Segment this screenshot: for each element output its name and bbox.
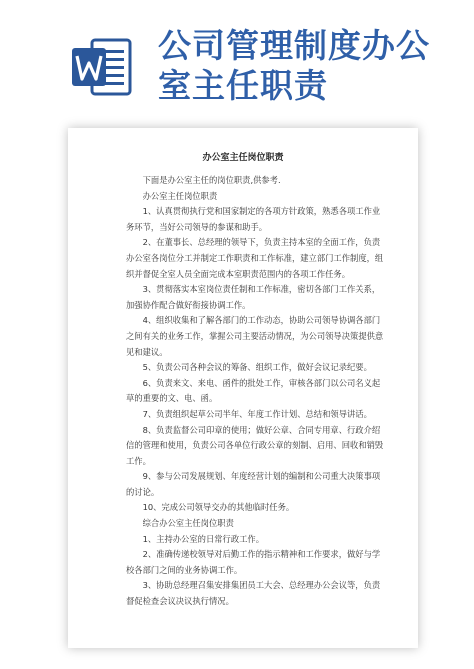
paragraph: 10、完成公司领导交办的其他临时任务。: [142, 502, 295, 513]
document-page: [68, 128, 418, 648]
paragraph: 2、准确传递校领导对后勤工作的指示精神和工作要求，做好与学校各部门之间的业务协调工作。: [126, 549, 381, 575]
paragraph: 7、负责组织起草公司半年、年度工作计划、总结和领导讲话。: [142, 408, 372, 419]
paragraph: 5、负责公司各种会议的筹备、组织工作，做好会议记录纪要。: [142, 362, 372, 373]
paragraph: 下面是办公室主任的岗位职责,供参考.: [142, 175, 281, 185]
paragraph: 8、负责监督公司印章的使用；做好公章、合同专用章、行政介绍信的管理和使用，负责公司各单位行政公章的刻制、启用、回收和销毁工作。: [126, 424, 384, 466]
paragraph: 办公室主任岗位职责: [142, 190, 218, 201]
document-title: 办公室主任岗位职责: [202, 153, 284, 163]
word-document-icon: [72, 36, 132, 98]
paragraph: 2、在董事长、总经理的领导下，负责主持本室的全面工作，负责办公室各岗位分工并制定工作职责和工作标准，建立部门工作制度，组织并督促全室人员全面完成本室职责范围内的各项工作任务。: [126, 237, 384, 279]
paragraph: 1、主持办公室的日常行政工作。: [142, 533, 265, 544]
paragraph: 1、认真贯彻执行党和国家制定的各项方针政策，熟悉各项工作业务环节，当好公司领导的参谋和助手。: [126, 206, 381, 232]
page-title: 公司管理制度办公室主任职责: [158, 26, 430, 105]
banner: [0, 0, 474, 112]
paragraph: 4、组织收集和了解各部门的工作动态，协助公司领导协调各部门之间有关的业务工作，掌握公司主要活动情况，为公司领导决策提供意见和建议。: [126, 315, 384, 357]
paragraph: 6、负责来文、来电、函件的批处工作，审核各部门以公司名义起草的重要的文、电、函。: [126, 377, 381, 404]
paragraph: 3、协助总经理召集安排集团员工大会、总经理办公会议等，负责督促检查会议决议执行情况。: [126, 580, 381, 607]
paragraph: 9、参与公司发展规划、年度经营计划的编制和公司重大决策事项的讨论。: [126, 471, 381, 497]
document-body: [126, 173, 384, 610]
paragraph: 3、贯彻落实本室岗位责任制和工作标准，密切各部门工作关系，加强协作配合做好衔接协调工作。: [126, 284, 381, 310]
section-heading: 综合办公室主任岗位职责: [142, 518, 234, 529]
